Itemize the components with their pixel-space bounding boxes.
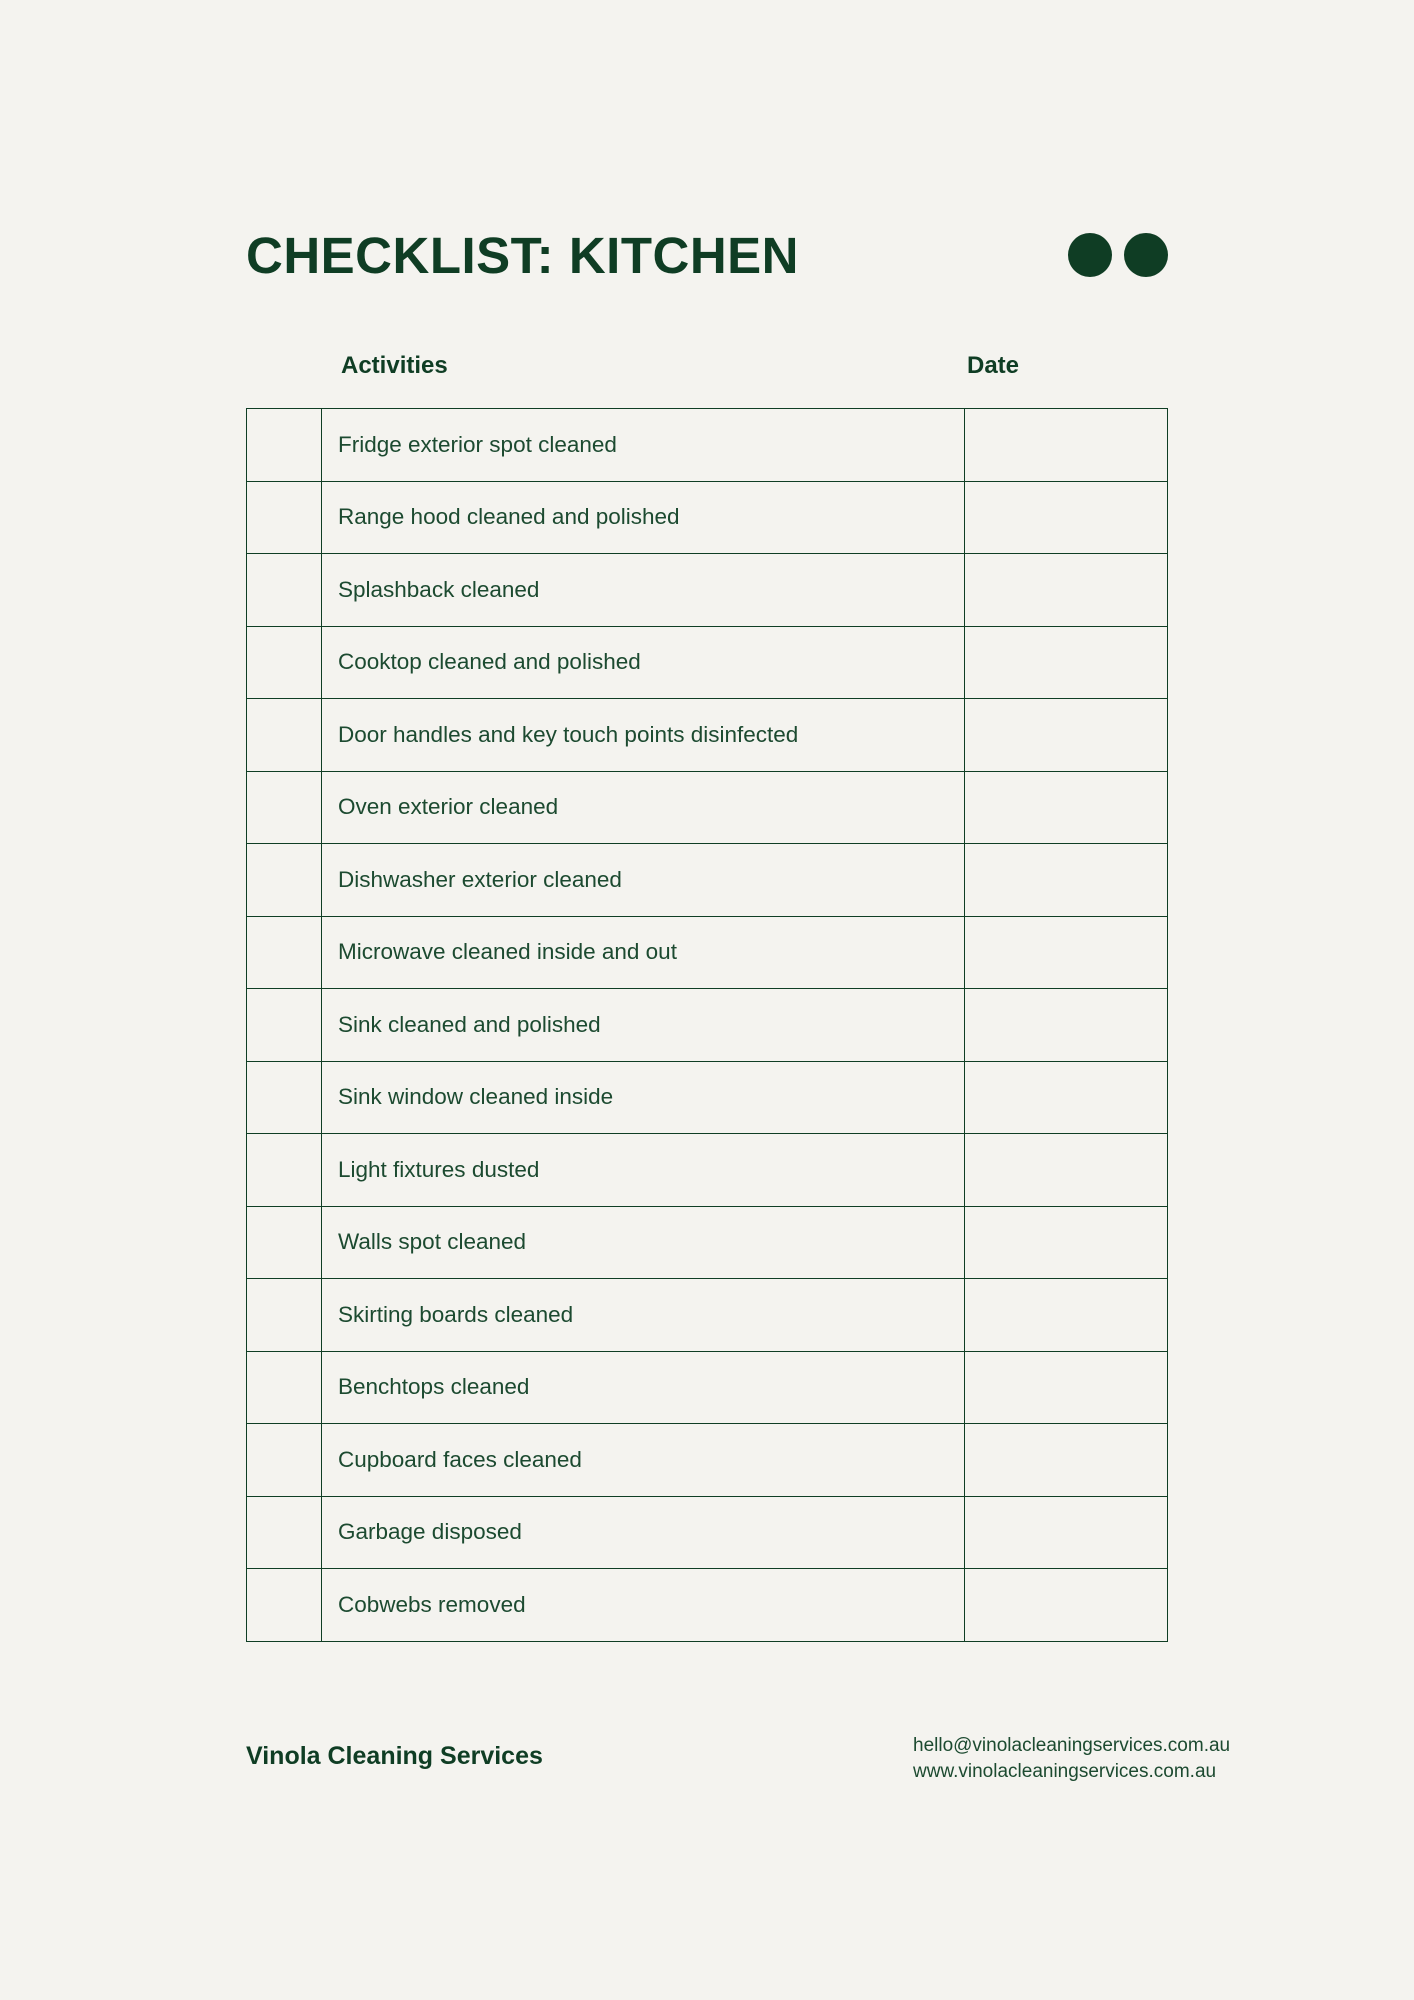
checklist-row <box>247 1424 1168 1497</box>
checkbox-cell[interactable] <box>247 1206 322 1279</box>
activity-cell: Cupboard faces cleaned <box>322 1424 965 1497</box>
checkbox-cell[interactable] <box>247 1496 322 1569</box>
date-cell[interactable] <box>965 1134 1168 1207</box>
checkbox-cell[interactable] <box>247 1134 322 1207</box>
activity-cell: Range hood cleaned and polished <box>322 481 965 554</box>
company-name: Vinola Cleaning Services <box>246 1742 543 1770</box>
date-cell[interactable] <box>965 626 1168 699</box>
checklist-row <box>247 1061 1168 1134</box>
checklist-row <box>247 1206 1168 1279</box>
decorative-dot-icon <box>1068 233 1112 277</box>
checklist-row <box>247 481 1168 554</box>
checkbox-cell[interactable] <box>247 554 322 627</box>
checkbox-cell[interactable] <box>247 1569 322 1642</box>
date-cell[interactable] <box>965 409 1168 482</box>
activity-cell: Cooktop cleaned and polished <box>322 626 965 699</box>
date-column-header: Date <box>967 352 1020 379</box>
checklist-row <box>247 916 1168 989</box>
checkbox-cell[interactable] <box>247 699 322 772</box>
activity-cell: Fridge exterior spot cleaned <box>322 409 965 482</box>
date-cell[interactable] <box>965 1061 1168 1134</box>
contact-info <box>913 1733 1230 1785</box>
checklist-row <box>247 409 1168 482</box>
checklist-row <box>247 554 1168 627</box>
checkbox-cell[interactable] <box>247 409 322 482</box>
decorative-dot-icon <box>1124 233 1168 277</box>
activity-cell: Microwave cleaned inside and out <box>322 916 965 989</box>
activity-cell: Splashback cleaned <box>322 554 965 627</box>
checklist-row <box>247 844 1168 917</box>
activity-cell: Benchtops cleaned <box>322 1351 965 1424</box>
checkbox-cell[interactable] <box>247 1279 322 1352</box>
checkbox-cell[interactable] <box>247 1061 322 1134</box>
checkbox-cell[interactable] <box>247 771 322 844</box>
checklist-row <box>247 771 1168 844</box>
date-cell[interactable] <box>965 1496 1168 1569</box>
decorative-dots <box>1068 233 1168 277</box>
date-cell[interactable] <box>965 1279 1168 1352</box>
date-cell[interactable] <box>965 1569 1168 1642</box>
date-cell[interactable] <box>965 989 1168 1062</box>
date-cell[interactable] <box>965 1206 1168 1279</box>
date-cell[interactable] <box>965 916 1168 989</box>
date-cell[interactable] <box>965 1351 1168 1424</box>
checklist-row <box>247 1134 1168 1207</box>
date-cell[interactable] <box>965 699 1168 772</box>
checkbox-cell[interactable] <box>247 1351 322 1424</box>
activity-cell: Door handles and key touch points disinfected <box>322 699 965 772</box>
website-link[interactable]: www.vinolacleaningservices.com.au <box>913 1761 1217 1782</box>
activity-cell: Skirting boards cleaned <box>322 1279 965 1352</box>
activity-cell: Walls spot cleaned <box>322 1206 965 1279</box>
page-title: CHECKLIST: KITCHEN <box>246 227 799 284</box>
checklist-row <box>247 1569 1168 1642</box>
email-link[interactable]: hello@vinolacleaningservices.com.au <box>913 1735 1231 1756</box>
checkbox-cell[interactable] <box>247 1424 322 1497</box>
date-cell[interactable] <box>965 1424 1168 1497</box>
checklist-row <box>247 989 1168 1062</box>
checkbox-cell[interactable] <box>247 626 322 699</box>
checklist-table <box>246 408 1168 1642</box>
checklist-row <box>247 699 1168 772</box>
checklist-row <box>247 1279 1168 1352</box>
activity-cell: Oven exterior cleaned <box>322 771 965 844</box>
checkbox-cell[interactable] <box>247 916 322 989</box>
checklist-row <box>247 1351 1168 1424</box>
activity-cell: Sink window cleaned inside <box>322 1061 965 1134</box>
activity-cell: Garbage disposed <box>322 1496 965 1569</box>
activities-column-header: Activities <box>341 352 448 379</box>
date-cell[interactable] <box>965 844 1168 917</box>
activity-cell: Dishwasher exterior cleaned <box>322 844 965 917</box>
activity-cell: Sink cleaned and polished <box>322 989 965 1062</box>
activity-cell: Cobwebs removed <box>322 1569 965 1642</box>
activity-cell: Light fixtures dusted <box>322 1134 965 1207</box>
checkbox-cell[interactable] <box>247 844 322 917</box>
date-cell[interactable] <box>965 554 1168 627</box>
checkbox-cell[interactable] <box>247 989 322 1062</box>
checklist-row <box>247 626 1168 699</box>
date-cell[interactable] <box>965 481 1168 554</box>
checklist-row <box>247 1496 1168 1569</box>
date-cell[interactable] <box>965 771 1168 844</box>
checkbox-cell[interactable] <box>247 481 322 554</box>
